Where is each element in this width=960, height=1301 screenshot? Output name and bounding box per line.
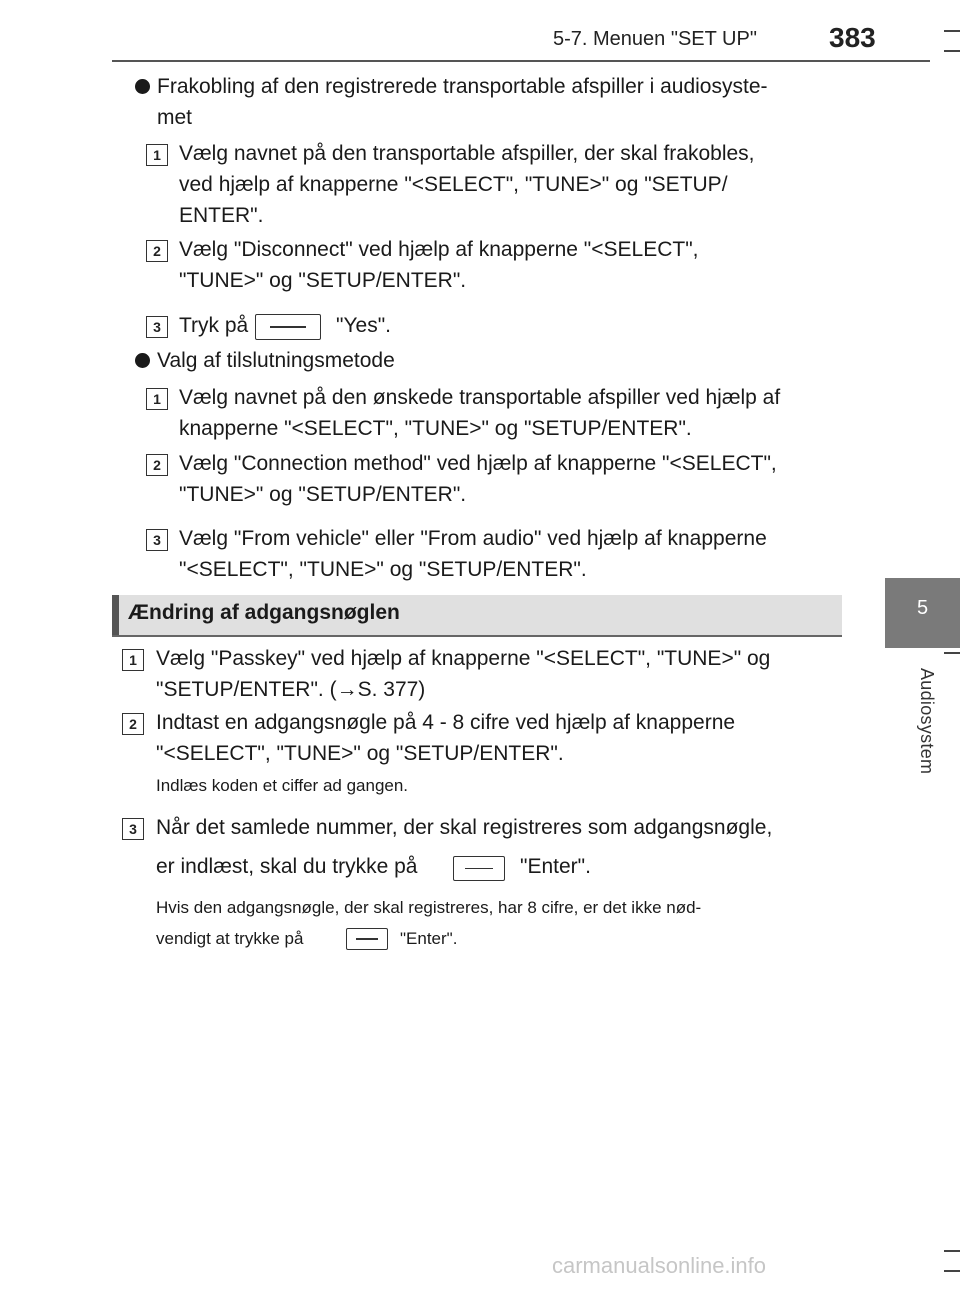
bullet-connection <box>135 353 150 368</box>
section-heading-bar <box>112 595 119 635</box>
section-heading-text: Ændring af adgangsnøglen <box>128 601 400 624</box>
disconnect-step1-line3: ENTER". <box>179 204 264 227</box>
step-number-badge: 3 <box>146 529 168 551</box>
disconnect-step3-suffix: "Yes". <box>336 314 392 337</box>
passkey-step3-line1: Når det samlede nummer, der skal registreres som adgangsnøgle, <box>156 816 773 839</box>
connection-step2-line2: "TUNE>" og "SETUP/ENTER". <box>179 483 467 506</box>
bullet-connection-title: Valg af tilslutningsmetode <box>157 349 395 372</box>
step-number-badge: 3 <box>122 818 144 840</box>
chapter-tab <box>885 578 960 648</box>
step-number-badge: 2 <box>146 240 168 262</box>
page-number: 383 <box>829 22 876 53</box>
disconnect-step1-line2: ved hjælp af knapperne "<SELECT", "TUNE>" og "SETUP/ <box>179 173 728 196</box>
control-button-icon <box>255 314 321 340</box>
passkey-step2-note: Indlæs koden et ciffer ad gangen. <box>156 776 409 795</box>
passkey-step1-line2: "SETUP/ENTER". (→S. 377) <box>156 678 426 701</box>
step-number-badge: 1 <box>122 649 144 671</box>
passkey-step3-note-line2-suffix: "Enter". <box>400 929 458 948</box>
passkey-step3-line2-prefix: er indlæst, skal du trykke på <box>156 855 418 878</box>
watermark: carmanualsonline.info <box>552 1253 767 1278</box>
passkey-step1-line1: Vælg "Passkey" ved hjælp af knapperne "<SELECT", "TUNE>" og <box>156 647 771 670</box>
disconnect-step2-line2: "TUNE>" og "SETUP/ENTER". <box>179 269 467 292</box>
chapter-number: 5 <box>916 597 929 619</box>
connection-step1-line2: knapperne "<SELECT", "TUNE>" og "SETUP/ENTER". <box>179 417 692 440</box>
section-heading <box>112 595 842 637</box>
connection-step3-line1: Vælg "From vehicle" eller "From audio" ved hjælp af knapperne <box>179 527 767 550</box>
connection-step2-line1: Vælg "Connection method" ved hjælp af knapperne "<SELECT", <box>179 452 777 475</box>
disconnect-step2-line1: Vælg "Disconnect" ved hjælp af knapperne "<SELECT", <box>179 238 699 261</box>
crop-mark-mid-right <box>944 652 960 654</box>
passkey-step3-note-line2-prefix: vendigt at trykke på <box>156 929 304 948</box>
step-number-badge: 1 <box>146 144 168 166</box>
passkey-step3-note-line1: Hvis den adgangsnøgle, der skal registreres, har 8 cifre, er det ikke nød- <box>156 898 702 917</box>
step-number-badge: 2 <box>122 713 144 735</box>
bullet-disconnect <box>135 79 150 94</box>
passkey-step3-line2-suffix: "Enter". <box>520 855 591 878</box>
crop-mark-upper-right <box>944 50 960 52</box>
step-number-badge: 2 <box>146 454 168 476</box>
disconnect-step1-line1: Vælg navnet på den transportable afspiller, der skal frakobles, <box>179 142 755 165</box>
bullet-disconnect-title-line2: met <box>157 106 193 129</box>
passkey-step2-line2: "<SELECT", "TUNE>" og "SETUP/ENTER". <box>156 742 564 765</box>
crop-mark-top-right <box>944 30 960 32</box>
connection-step1-line1: Vælg navnet på den ønskede transportable afspiller ved hjælp af <box>179 386 781 409</box>
header-rule <box>112 60 930 62</box>
control-button-icon <box>453 856 505 881</box>
chapter-label: Audiosystem <box>917 668 937 775</box>
connection-step3-line2: "<SELECT", "TUNE>" og "SETUP/ENTER". <box>179 558 587 581</box>
disconnect-step3-prefix: Tryk på <box>179 314 249 337</box>
crop-mark-bottom-right <box>944 1270 960 1272</box>
control-button-icon <box>346 928 388 950</box>
section-title: 5-7. Menuen "SET UP" <box>553 28 757 50</box>
step-number-badge: 3 <box>146 316 168 338</box>
step-number-badge: 1 <box>146 388 168 410</box>
crop-mark-lower-right <box>944 1250 960 1252</box>
passkey-step2-line1: Indtast en adgangsnøgle på 4 - 8 cifre ved hjælp af knapperne <box>156 711 736 734</box>
bullet-disconnect-title-line1: Frakobling af den registrerede transportable afspiller i audiosyste- <box>157 75 768 98</box>
